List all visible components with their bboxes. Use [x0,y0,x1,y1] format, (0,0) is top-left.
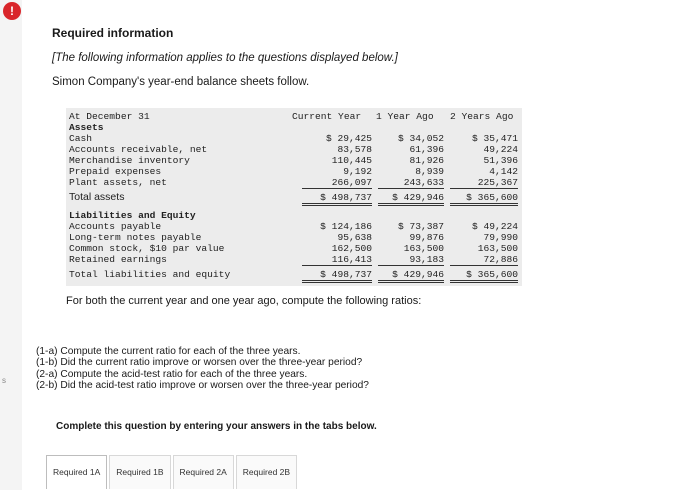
assets-heading: Assets [69,122,104,133]
cell: $ 498,737 [302,192,372,206]
table-row [66,232,522,243]
cell: $ 34,052 [397,133,444,144]
cell: 163,500 [403,243,444,254]
table-row [66,221,522,232]
ratio-instruction: For both the current year and one year ago, compute the following ratios: [66,295,422,307]
cell: $ 29,425 [325,133,372,144]
col-header-2y: 2 Years Ago [450,111,514,122]
cell: $ 124,186 [320,221,372,232]
cell: 8,939 [415,166,444,177]
question-list [36,346,369,392]
table-row [66,144,522,155]
company-line: Simon Company's year-end balance sheets follow. [52,76,310,88]
alert-icon: ! [3,2,21,20]
col-header-current: Current Year [292,111,362,122]
header-label: At December 31 [69,111,150,122]
cell: 99,876 [409,232,444,243]
cell: 266,097 [302,177,372,189]
cell: 81,926 [409,155,444,166]
table-row [66,133,522,144]
cell: $ 429,946 [378,192,444,206]
question-item: (1-a) Compute the current ratio for each of the three years. [36,346,301,357]
cell: 49,224 [483,144,518,155]
liabilities-heading: Liabilities and Equity [69,210,196,221]
question-item: (2-b) Did the acid-test ratio improve or worsen over the three-year period? [36,380,369,392]
cell: 163,500 [477,243,518,254]
cell: $ 498,737 [302,269,372,283]
table-row [66,166,522,177]
question-item: (1-b) Did the current ratio improve or worsen over the three-year period? [36,357,363,369]
cell: $ 365,600 [450,269,518,283]
cell: 243,633 [378,177,444,189]
cell: 4,142 [489,166,518,177]
cell: 162,500 [331,243,372,254]
cell: 51,396 [483,155,518,166]
cell: 79,990 [483,232,518,243]
row-label: Accounts payable [69,221,162,232]
assets-heading-row [66,122,522,133]
table-row [66,155,522,166]
tab-required-2b[interactable]: Required 2B [236,455,297,489]
cell: $ 73,387 [397,221,444,232]
answer-tabs [46,455,299,489]
cell: 61,396 [409,144,444,155]
table-row [66,177,522,188]
row-label: Merchandise inventory [69,155,190,166]
cell: 116,413 [302,254,372,266]
row-label: Accounts receivable, net [69,144,208,155]
required-info-title: Required information [52,26,174,40]
col-header-1y: 1 Year Ago [376,111,434,122]
table-row [66,254,522,265]
row-label: Common stock, $10 par value [69,243,225,254]
row-label: Cash [69,133,93,144]
tab-required-2a[interactable]: Required 2A [173,455,234,489]
cell: 9,192 [343,166,372,177]
row-label: Prepaid expenses [69,166,162,177]
cell: 225,367 [450,177,518,189]
total-assets-row [66,192,522,203]
row-label: Plant assets, net [69,177,167,188]
cell: $ 429,946 [378,269,444,283]
table-header-row [66,111,522,122]
cell: $ 49,224 [471,221,518,232]
cell: $ 365,600 [450,192,518,206]
cell: 93,183 [378,254,444,266]
edge-mark: s [2,376,6,385]
cell: 83,578 [337,144,372,155]
cell: 95,638 [337,232,372,243]
row-label: Long-term notes payable [69,232,202,243]
liab-heading-row [66,210,522,221]
question-item: (2-a) Compute the acid-test ratio for each of the three years. [36,368,308,380]
total-liab-row [66,269,522,280]
row-label: Retained earnings [69,254,167,265]
cell: 72,886 [450,254,518,266]
table-row [66,243,522,254]
tab-required-1a[interactable]: Required 1A [46,455,107,489]
left-rail [0,0,22,490]
cell: $ 35,471 [471,133,518,144]
tab-required-1b[interactable]: Required 1B [109,455,170,489]
balance-sheet-table [66,108,522,286]
row-label: Total assets [69,191,125,203]
row-label: Total liabilities and equity [69,269,231,280]
complete-instruction: Complete this question by entering your answers in the tabs below. [56,421,377,432]
intro-text: [The following information applies to the questions displayed below.] [52,52,398,64]
question-header [52,26,692,88]
cell: 110,445 [331,155,372,166]
